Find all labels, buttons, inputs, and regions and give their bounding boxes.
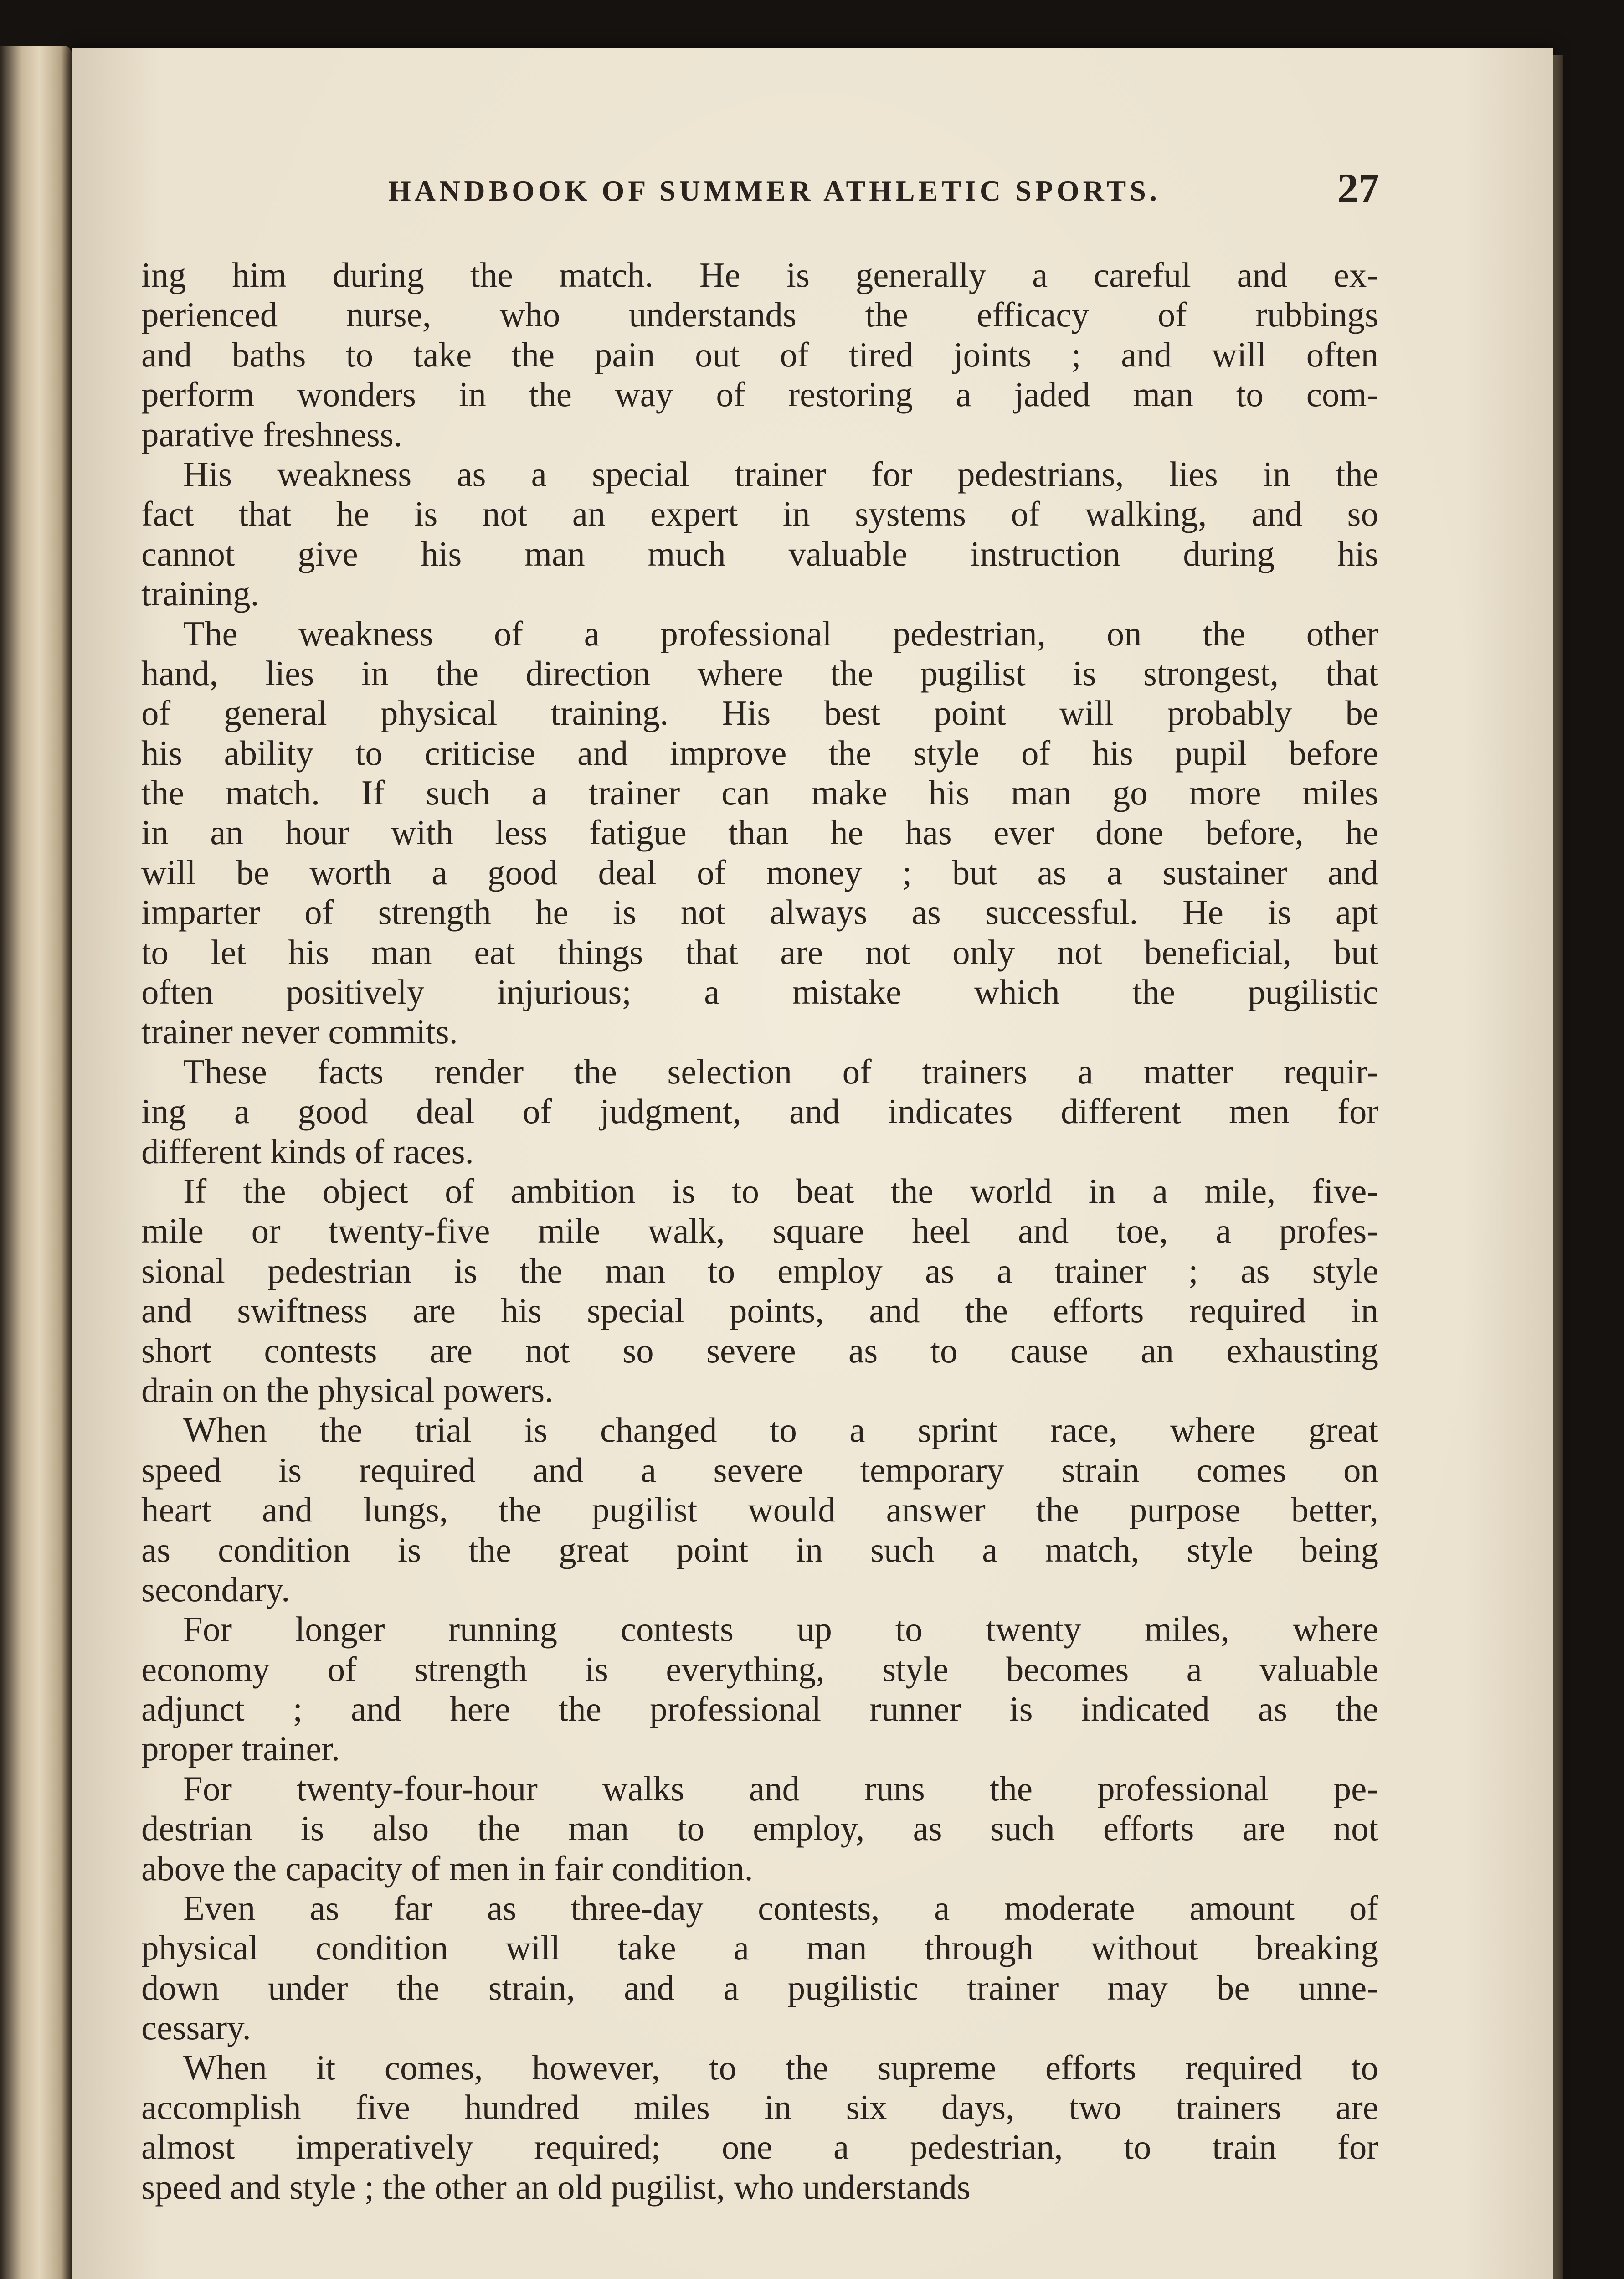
text-line: the match. If such a trainer can make his man go more miles (141, 773, 1378, 813)
text-line: If the object of ambition is to beat the world in a mile, five- (183, 1171, 1378, 1211)
paragraph (141, 255, 1378, 454)
text-line: cannot give his man much valuable instruction during his (141, 534, 1378, 573)
text-line: destrian is also the man to employ, as such efforts are not (141, 1809, 1378, 1848)
text-line: parative freshness. (141, 414, 402, 454)
text-line: ing a good deal of judgment, and indicates different men for (141, 1092, 1378, 1131)
text-line: accomplish five hundred miles in six days, two trainers are (141, 2087, 1378, 2127)
text-line: imparter of strength he is not always as successful. He is apt (141, 892, 1378, 932)
paragraph (141, 1769, 1378, 1888)
text-line: almost imperatively required; one a pedestrian, to train for (141, 2127, 1378, 2167)
text-line: short contests are not so severe as to cause an exhausting (141, 1330, 1378, 1370)
body-text (141, 255, 1378, 2207)
text-line: above the capacity of men in fair condition. (141, 1848, 753, 1888)
paragraph (141, 1410, 1378, 1609)
text-line: hand, lies in the direction where the pugilist is strongest, that (141, 653, 1378, 693)
running-head (138, 164, 1379, 214)
text-line: down under the strain, and a pugilistic trainer may be unne- (141, 1968, 1378, 2007)
text-line: trainer never commits. (141, 1012, 458, 1052)
text-line: fact that he is not an expert in systems of walking, and so (141, 494, 1378, 534)
text-line: proper trainer. (141, 1729, 340, 1769)
text-line: When it comes, however, to the supreme efforts required to (183, 2047, 1378, 2087)
text-line: cessary. (141, 2008, 251, 2047)
paragraph (141, 1888, 1378, 2048)
text-line: ing him during the match. He is generally a careful and ex- (141, 255, 1378, 294)
paragraph (141, 454, 1378, 614)
text-line: perform wonders in the way of restoring a jaded man to com- (141, 375, 1378, 414)
text-line: adjunct ; and here the professional runner is indicated as the (141, 1689, 1378, 1729)
page-number: 27 (1337, 165, 1379, 211)
text-line: perienced nurse, who understands the efficacy of rubbings (141, 295, 1378, 335)
book-binding-edge (0, 46, 72, 2279)
text-line: mile or twenty-five mile walk, square heel and toe, a profes- (141, 1211, 1378, 1251)
text-line: of general physical training. His best point will probably be (141, 693, 1378, 733)
paragraph (141, 2048, 1378, 2207)
text-line: economy of strength is everything, style becomes a valuable (141, 1649, 1378, 1689)
text-line: in an hour with less fatigue than he has ever done before, he (141, 813, 1378, 852)
text-line: will be worth a good deal of money ; but as a sustainer and (141, 852, 1378, 892)
text-line: different kinds of races. (141, 1131, 474, 1171)
text-line: as condition is the great point in such a match, style being (141, 1530, 1378, 1569)
text-line: and swiftness are his special points, and the efforts required in (141, 1291, 1378, 1330)
paragraph (141, 1171, 1378, 1410)
text-line: sional pedestrian is the man to employ as a trainer ; as style (141, 1251, 1378, 1290)
text-line: For twenty-four-hour walks and runs the professional pe- (183, 1769, 1378, 1808)
text-line: his ability to criticise and improve the style of his pupil before (141, 733, 1378, 773)
text-line: Even as far as three-day contests, a moderate amount of (183, 1888, 1378, 1928)
text-line: training. (141, 574, 259, 614)
text-line: often positively injurious; a mistake which the pugilistic (141, 972, 1378, 1012)
text-line: speed and style ; the other an old pugilist, who understands (141, 2167, 971, 2207)
text-line: physical condition will take a man through without breaking (141, 1928, 1378, 1968)
text-line: The weakness of a professional pedestrian, on the other (183, 614, 1378, 653)
text-line: His weakness as a special trainer for pedestrians, lies in the (183, 454, 1378, 494)
text-line: speed is required and a severe temporary strain comes on (141, 1450, 1378, 1490)
paragraph (141, 1609, 1378, 1769)
text-line: to let his man eat things that are not only not beneficial, but (141, 932, 1378, 972)
text-line: drain on the physical powers. (141, 1370, 554, 1410)
text-line: These facts render the selection of trainers a matter requir- (183, 1052, 1378, 1091)
text-line: When the trial is changed to a sprint race, where great (183, 1410, 1378, 1450)
text-line: secondary. (141, 1569, 290, 1609)
text-line: For longer running contests up to twenty miles, where (183, 1609, 1378, 1649)
paragraph (141, 1052, 1378, 1171)
text-line: and baths to take the pain out of tired joints ; and will often (141, 335, 1378, 374)
text-line: heart and lungs, the pugilist would answer the purpose better, (141, 1490, 1378, 1530)
paragraph (141, 614, 1378, 1052)
running-title: HANDBOOK OF SUMMER ATHLETIC SPORTS. (388, 175, 1161, 207)
